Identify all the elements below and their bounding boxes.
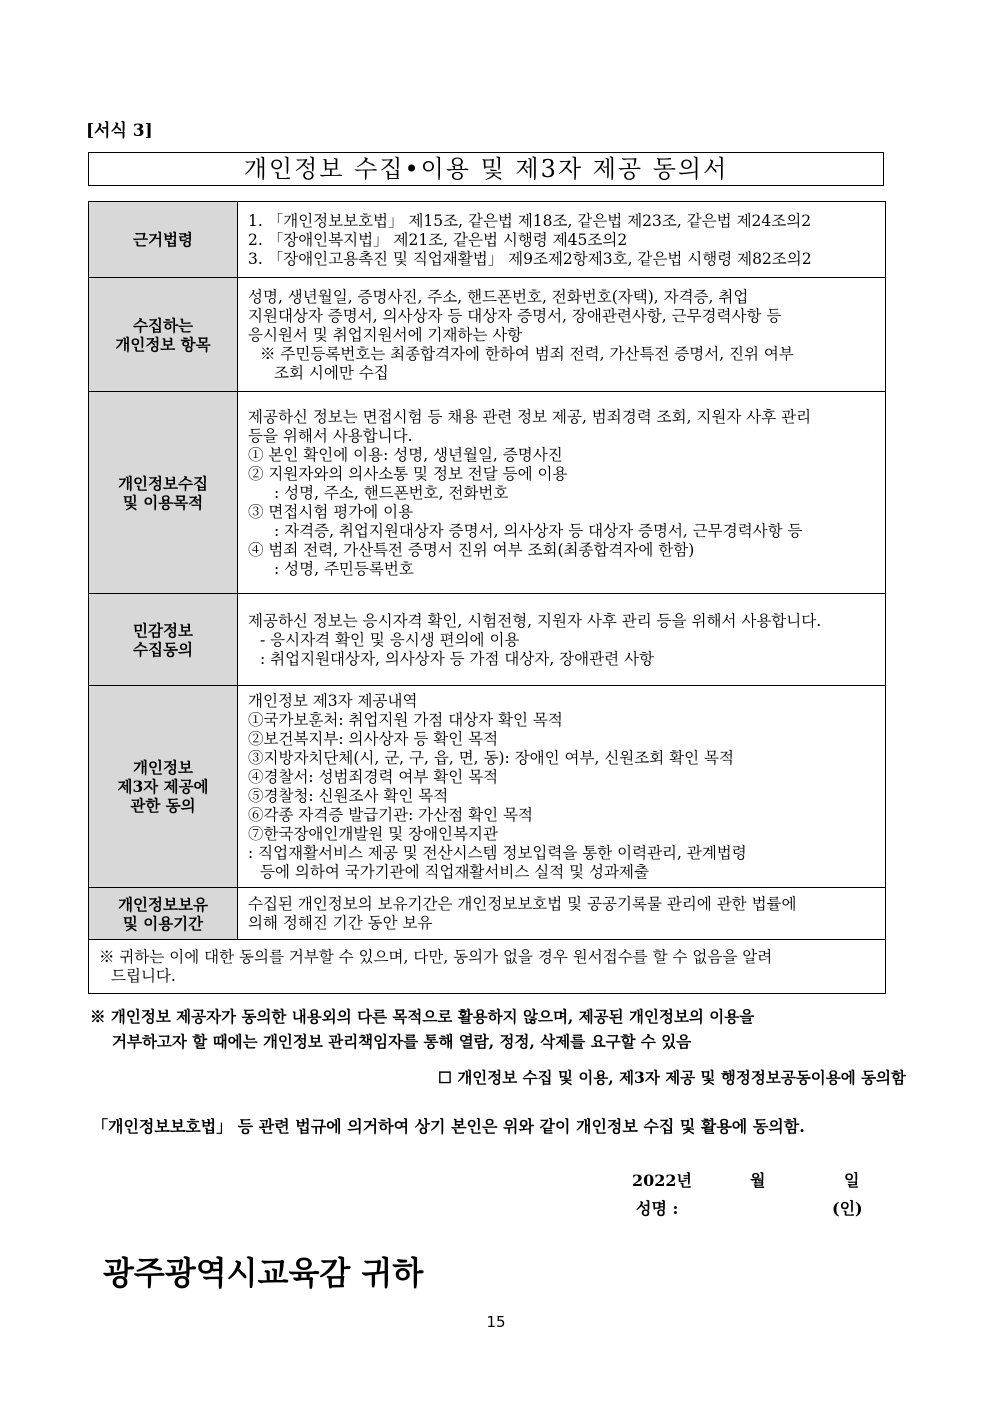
header-line: 개인정보 항목: [115, 334, 211, 354]
content-line: ④경찰서: 성범죄경력 여부 확인 목적: [248, 768, 499, 786]
content-line: ③지방자치단체(시, 군, 구, 읍, 면, 동): 장애인 여부, 신원조회 확인 목적: [248, 749, 734, 767]
form-label: [서식 3]: [86, 121, 153, 141]
content-line: - 응시자격 확인 및 응시생 편의에 이용: [260, 630, 520, 649]
row-header-legal-basis: [89, 202, 238, 278]
content-line: 지원대상자 증명서, 의사상자 등 대상자 증명서, 장애관련사항, 근무경력사항 등: [248, 306, 782, 325]
content-line: 의해 정해진 기간 동안 보유: [248, 914, 433, 932]
header-line: 수집하는: [133, 315, 193, 335]
note-line: 드립니다.: [111, 966, 176, 985]
table-row: [89, 278, 886, 392]
consent-table: [88, 201, 886, 994]
header-line: 및 이용기간: [122, 913, 204, 933]
row-content-retention: [238, 888, 886, 940]
row-header-third-party: [89, 686, 238, 888]
content-line: ⑤경찰청: 신원조사 확인 목적: [248, 787, 449, 805]
table-row: [89, 202, 886, 278]
addressee: 광주광역시교육감 귀하: [103, 1254, 424, 1292]
consent-checkbox[interactable]: ☐ 개인정보 수집 및 이용, 제3자 제공 및 행정정보공동이용에 동의함: [438, 1068, 906, 1087]
content-line: : 취업지원대상자, 의사상자 등 가점 대상자, 장애관련 사항: [260, 649, 654, 668]
content-line: 1. 「개인정보보호법」 제15조, 같은법 제18조, 같은법 제23조, 같은법 제24조의2: [248, 211, 812, 230]
header-line: 개인정보: [133, 758, 193, 777]
declaration-text: 「개인정보보호법」 등 관련 법규에 의거하여 상기 본인은 위와 같이 개인정보 수집 및 활용에 동의함.: [92, 1117, 805, 1136]
content-line: ②보건복지부: 의사상자 등 확인 목적: [248, 730, 499, 748]
date-month: 월: [750, 1171, 766, 1190]
row-content-collected-items: [238, 278, 886, 392]
note-line: ※ 개인정보 제공자가 동의한 내용외의 다른 목적으로 활용하지 않으며, 제공된 개인정보의 이용을: [90, 1007, 755, 1026]
header-line: 및 이용목적: [122, 492, 204, 512]
table-refusal-note: [89, 940, 886, 994]
content-line: 수집된 개인정보의 보유기간은 개인정보보호법 및 공공기록물 관리에 관한 법률에: [248, 895, 797, 913]
content-line: 응시원서 및 취업지원서에 기재하는 사항: [248, 325, 523, 344]
content-line: ② 지원자와의 의사소통 및 정보 전달 등에 이용: [248, 464, 568, 483]
content-line: ※ 주민등록번호는 최종합격자에 한하여 범죄 전력, 가산특전 증명서, 진위 여부: [260, 344, 794, 363]
document-title: 개인정보 수집•이용 및 제3자 제공 동의서: [88, 152, 884, 186]
row-header-retention: [89, 888, 238, 940]
content-line: 등에 의하여 국가기관에 직업재활서비스 실적 및 성과제출: [260, 863, 649, 881]
table-row: [89, 888, 886, 940]
content-line: 2. 「장애인복지법」 제21조, 같은법 시행령 제45조의2: [248, 230, 628, 249]
note-line: ※ 귀하는 이에 대한 동의를 거부할 수 있으며, 다만, 동의가 없을 경우 원서접수를 할 수 없음을 알려: [99, 947, 773, 966]
content-line: 제공하신 정보는 면접시험 등 채용 관련 정보 제공, 범죄경력 조회, 지원자 사후 관리: [248, 407, 812, 426]
page-number: 15: [486, 1313, 506, 1331]
header-line: 민감정보: [133, 620, 193, 640]
content-line: 제공하신 정보는 응시자격 확인, 시험전형, 지원자 사후 관리 등을 위해서 사용합니다.: [248, 611, 822, 630]
usage-restriction-note: [90, 1004, 920, 1054]
table-row: [89, 594, 886, 686]
header-line: 수집동의: [133, 639, 193, 659]
content-line: 등을 위해서 사용합니다.: [248, 426, 413, 445]
content-line: : 직업재활서비스 제공 및 전산시스템 정보입력을 통한 이력관리, 관계법령: [248, 844, 747, 862]
content-line: : 자격증, 취업지원대상자 증명서, 의사상자 등 대상자 증명서, 근무경력사항 등: [274, 521, 803, 540]
content-line: ④ 범죄 전력, 가산특전 증명서 진위 여부 조회(최종합격자에 한함): [248, 540, 695, 559]
content-line: ① 본인 확인에 이용: 성명, 생년월일, 증명사진: [248, 445, 563, 464]
note-line: 거부하고자 할 때에는 개인정보 관리책임자를 통해 열람, 정정, 삭제를 요구할 수 있음: [112, 1032, 692, 1051]
header-line: 개인정보보유: [118, 894, 208, 914]
row-content-sensitive-info: [238, 594, 886, 686]
row-content-third-party: [238, 686, 886, 888]
content-line: : 성명, 주민등록번호: [274, 559, 414, 578]
row-header-sensitive-info: [89, 594, 238, 686]
content-line: ③ 면접시험 평가에 이용: [248, 502, 414, 521]
table-row: [89, 392, 886, 594]
signature-block: [600, 1168, 870, 1224]
content-line: ⑦한국장애인개발원 및 장애인복지관: [248, 825, 498, 843]
header-line: 제3자 제공에: [117, 777, 209, 796]
date-year: 2022년: [632, 1171, 692, 1190]
header-line: 개인정보수집: [118, 473, 208, 493]
content-line: ⑥각종 자격증 발급기관: 가산점 확인 목적: [248, 806, 533, 824]
date-day: 일: [844, 1171, 860, 1190]
row-header-purpose: [89, 392, 238, 594]
content-line: 성명, 생년월일, 증명사진, 주소, 핸드폰번호, 전화번호(자택), 자격증, 취업: [248, 287, 749, 306]
row-content-purpose: [238, 392, 886, 594]
table-row: [89, 686, 886, 888]
row-content-legal-basis: [238, 202, 886, 278]
content-line: 3. 「장애인고용촉진 및 직업재활법」 제9조제2항제3호, 같은법 시행령 제82조의2: [248, 249, 812, 268]
header-line: 관한 동의: [130, 796, 196, 815]
row-header-collected-items: [89, 278, 238, 392]
name-label: 성명 :: [636, 1199, 679, 1218]
table-row: [89, 940, 886, 994]
content-line: 조회 시에만 수집: [274, 363, 389, 382]
content-line: : 성명, 주소, 핸드폰번호, 전화번호: [274, 483, 509, 502]
header-line: 근거법령: [133, 230, 193, 249]
seal-mark: (인): [832, 1199, 863, 1218]
content-line: ①국가보훈처: 취업지원 가점 대상자 확인 목적: [248, 711, 563, 729]
content-line: 개인정보 제3자 제공내역: [248, 692, 418, 710]
